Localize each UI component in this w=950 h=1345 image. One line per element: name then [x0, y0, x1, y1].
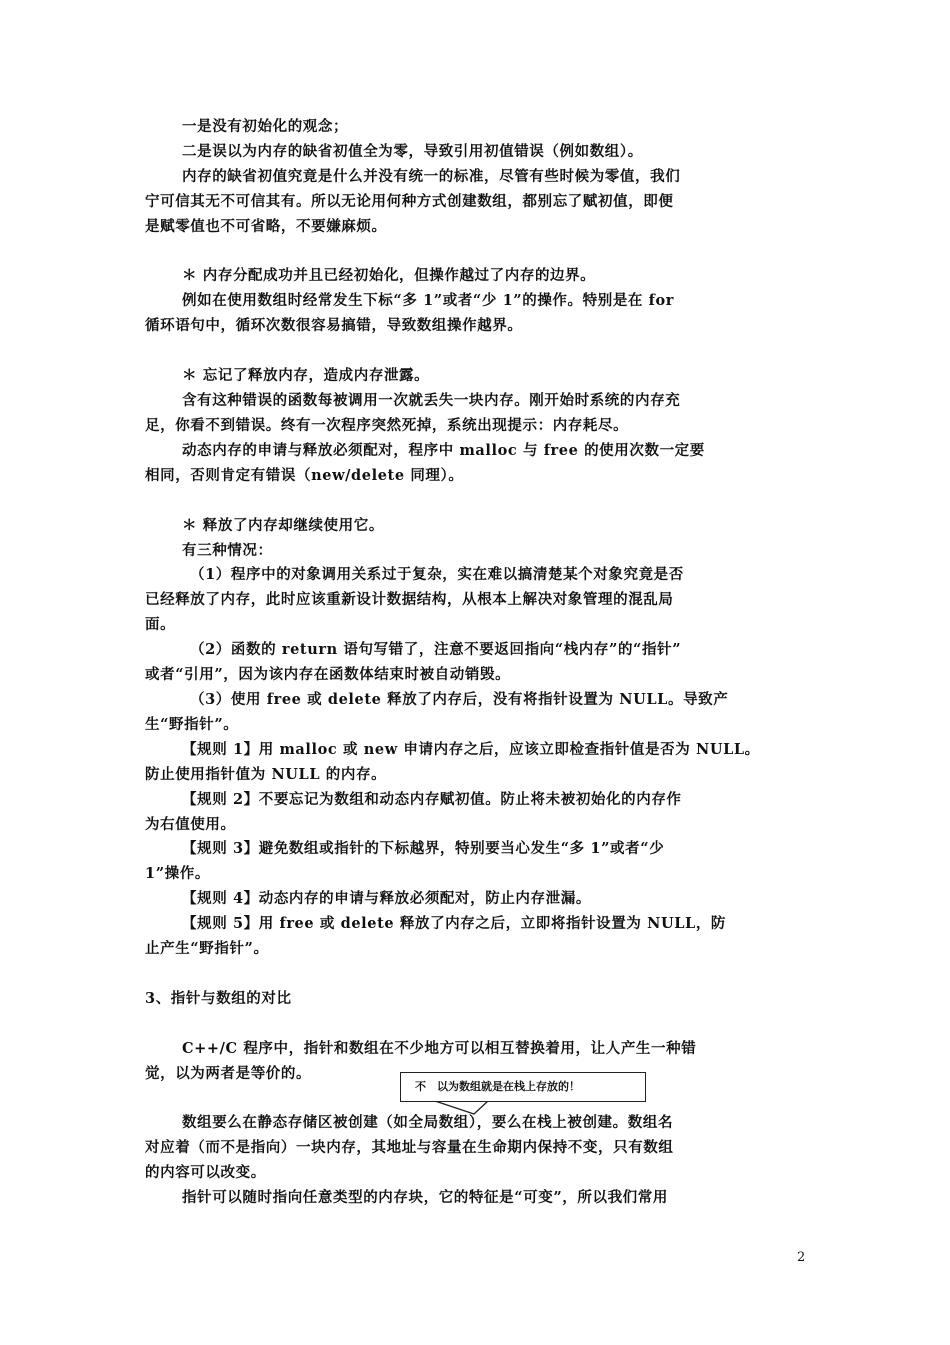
text-line: 动态内存的申请与释放必须配对，程序中 malloc 与 free 的使用次数一定要 — [182, 442, 705, 459]
text-line: 指针可以随时指向任意类型的内存块，它的特征是“可变”，所以我们常用 — [182, 1189, 668, 1206]
text-line: 足，你看不到错误。终有一次程序突然死掉，系统出现提示：内存耗尽。 — [145, 417, 629, 434]
text-line: （1）程序中的对象调用关系过于复杂，实在难以搞清楚某个对象究竟是否 — [190, 566, 684, 583]
text-line: 循环语句中，循环次数很容易搞错，导致数组操作越界。 — [145, 317, 523, 334]
text-line: 觉，以为两者是等价的。 — [145, 1065, 312, 1082]
page-number: 2 — [797, 1250, 806, 1265]
text-line: 二是误以为内存的缺省初值全为零，导致引用初值错误（例如数组）。 — [182, 143, 643, 160]
text-line: 或者“引用”，因为该内存在函数体结束时被自动销毁。 — [145, 666, 511, 683]
text-line: 对应着（而不是指向）一块内存，其地址与容量在生命期内保持不变，只有数组 — [145, 1139, 674, 1156]
text-line: （3）使用 free 或 delete 释放了内存后，没有将指针设置为 NULL。导致产 — [190, 691, 729, 708]
text-line: 数组要么在静态存储区被创建（如全局数组），要么在栈上被创建。数组名 — [182, 1114, 674, 1131]
text-line: （2）函数的 return 语句写错了，注意不要返回指向“栈内存”的“指针” — [190, 641, 682, 658]
text-line: 相同，否则肯定有错误（new/delete 同理）。 — [145, 467, 464, 484]
rule-line: 【规则 1】用 malloc 或 new 申请内存之后，应该立即检查指针值是否为 NULL。 — [182, 741, 760, 758]
text-line: 一是没有初始化的观念； — [182, 118, 349, 135]
bullet-line: ＊ 释放了内存却继续使用它。 — [182, 517, 384, 534]
text-line: 防止使用指针值为 NULL 的内存。 — [145, 766, 387, 783]
rule-line: 【规则 5】用 free 或 delete 释放了内存之后，立即将指针设置为 NULL，防 — [182, 915, 727, 932]
text-line: 的内容可以改变。 — [145, 1164, 266, 1181]
callout-note: 不 以为数组就是在栈上存放的！ — [400, 1072, 646, 1102]
rule-line: 【规则 4】动态内存的申请与释放必须配对，防止内存泄漏。 — [182, 890, 591, 907]
text-line: 生“野指针”。 — [145, 716, 239, 733]
text-line: 1”操作。 — [145, 865, 210, 882]
text-line: 为右值使用。 — [145, 816, 236, 833]
text-line: 止产生“野指针”。 — [145, 940, 269, 957]
bullet-line: ＊ 内存分配成功并且已经初始化，但操作越过了内存的边界。 — [182, 267, 596, 284]
text-line: 宁可信其无不可信其有。所以无论用何种方式创建数组，都别忘了赋初值，即便 — [145, 193, 674, 210]
rule-line: 【规则 3】避免数组或指针的下标越界，特别要当心发生“多 1”或者“少 — [182, 840, 665, 857]
text-line: 是赋零值也不可省略，不要嫌麻烦。 — [145, 218, 387, 235]
section-heading: 3、指针与数组的对比 — [145, 990, 292, 1007]
text-line: 有三种情况： — [182, 542, 273, 559]
text-line: 含有这种错误的函数每被调用一次就丢失一块内存。刚开始时系统的内存充 — [182, 392, 681, 409]
text-line: 面。 — [145, 616, 176, 633]
bullet-line: ＊ 忘记了释放内存，造成内存泄露。 — [182, 367, 430, 384]
text-line: 已经释放了内存，此时应该重新设计数据结构，从根本上解决对象管理的混乱局 — [145, 591, 674, 608]
text-line: 内存的缺省初值究竟是什么并没有统一的标准，尽管有些时候为零值，我们 — [182, 168, 681, 185]
rule-line: 【规则 2】不要忘记为数组和动态内存赋初值。防止将未被初始化的内存作 — [182, 791, 682, 808]
text-line: 例如在使用数组时经常发生下标“多 1”或者“少 1”的操作。特别是在 for — [182, 292, 675, 309]
text-line: C++/C 程序中，指针和数组在不少地方可以相互替换着用，让人产生一种错 — [182, 1040, 697, 1057]
